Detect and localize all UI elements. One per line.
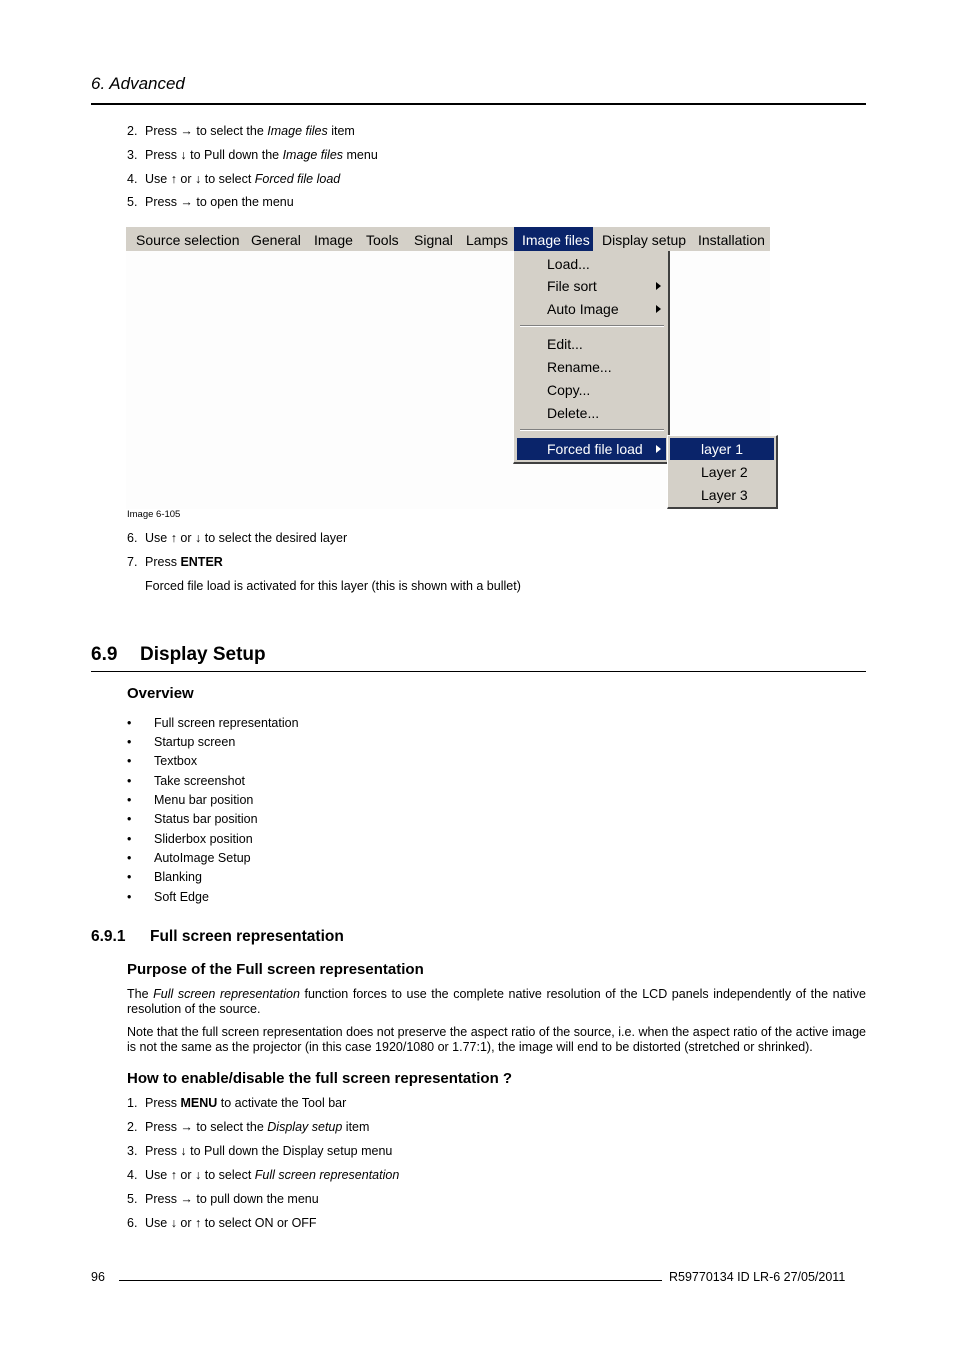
menu-general[interactable]: General (251, 232, 301, 248)
dropdown-item-auto-image[interactable]: Auto Image (514, 298, 667, 320)
menu-image[interactable]: Image (314, 232, 353, 248)
step-4: 4. Use ↑ or ↓ to select Forced file load (127, 172, 341, 186)
list-item: • Full screen representation (127, 716, 299, 730)
subsection-title: 6.9.1 Full screen representation (91, 928, 344, 945)
purpose-paragraph-1: The Full screen representation function forces to use the complete native resolution of the LCD panels independently of the native resolution of the source. (127, 987, 866, 1016)
list-item: • Take screenshot (127, 774, 246, 788)
chevron-right-icon (656, 282, 661, 290)
howto-step-4: 4. Use ↑ or ↓ to select Full screen representation (127, 1168, 400, 1182)
footer-rule (119, 1280, 662, 1281)
image-caption: Image 6-105 (127, 509, 181, 520)
submenu-item-layer-3[interactable]: Layer 3 (701, 487, 748, 503)
forced-file-load-submenu (667, 435, 778, 509)
step-7-note: Forced file load is activated for this layer (this is shown with a bullet) (145, 579, 521, 593)
step-2: 2. Press → to select the Image files item (127, 124, 355, 138)
dropdown-item-copy[interactable]: Copy... (547, 382, 591, 398)
page-number: 96 (91, 1270, 105, 1284)
chevron-right-icon (656, 305, 661, 313)
dropdown-item-delete[interactable]: Delete... (547, 405, 600, 421)
section-rule (91, 671, 866, 672)
dropdown-item-edit[interactable]: Edit... (547, 336, 583, 352)
list-item: • Soft Edge (127, 890, 209, 904)
menu-tools[interactable]: Tools (366, 232, 399, 248)
chapter-header: 6. Advanced (91, 74, 185, 93)
menu-image-files[interactable]: Image files (514, 227, 593, 251)
step-6: 6. Use ↑ or ↓ to select the desired layer (127, 531, 348, 545)
step-5: 5. Press → to open the menu (127, 195, 294, 209)
list-item: • Menu bar position (127, 793, 254, 807)
list-item: • Textbox (127, 754, 198, 768)
header-rule (91, 103, 866, 105)
dropdown-item-file-sort[interactable]: File sort (514, 275, 667, 297)
menu-lamps[interactable]: Lamps (466, 232, 509, 248)
menu-signal[interactable]: Signal (414, 232, 453, 248)
menu-separator (520, 325, 664, 327)
menu-separator (520, 429, 664, 431)
list-item: • AutoImage Setup (127, 851, 251, 865)
howto-step-2: 2. Press → to select the Display setup item (127, 1120, 370, 1134)
chevron-right-icon (656, 445, 661, 453)
list-item: • Blanking (127, 870, 202, 884)
howto-title: How to enable/disable the full screen representation ? (127, 1070, 513, 1087)
document-id: R59770134 ID LR-6 27/05/2011 (669, 1270, 846, 1284)
overview-title: Overview (127, 685, 194, 702)
list-item: • Sliderbox position (127, 832, 253, 846)
purpose-paragraph-2: Note that the full screen representation does not preserve the aspect ratio of the source, i.e. when the aspect ratio of the active image is not the same as the projector (in this case 1920/1080 or 1.77:1), the image will end to be distorted (stretched or shrinked). (127, 1025, 866, 1054)
list-item: • Status bar position (127, 812, 258, 826)
menu-source-selection[interactable]: Source selection (136, 232, 240, 248)
howto-step-5: 5. Press → to pull down the menu (127, 1192, 319, 1206)
image-files-dropdown (513, 251, 670, 464)
submenu-item-layer-1[interactable]: layer 1 (670, 438, 774, 460)
section-title: 6.9 Display Setup (91, 644, 266, 665)
step-3: 3. Press ↓ to Pull down the Image files menu (127, 148, 378, 162)
step-7: 7. Press ENTER (127, 555, 223, 569)
dropdown-item-load[interactable]: Load... (547, 256, 590, 272)
howto-step-1: 1. Press MENU to activate the Tool bar (127, 1096, 347, 1110)
howto-step-6: 6. Use ↓ or ↑ to select ON or OFF (127, 1216, 317, 1230)
menu-display-setup[interactable]: Display setup (602, 232, 687, 248)
dropdown-item-forced-file-load[interactable]: Forced file load (517, 438, 666, 460)
list-item: • Startup screen (127, 735, 236, 749)
purpose-title: Purpose of the Full screen representation (127, 961, 424, 978)
menu-bar (126, 227, 770, 251)
howto-step-3: 3. Press ↓ to Pull down the Display setup menu (127, 1144, 393, 1158)
dropdown-item-rename[interactable]: Rename... (547, 359, 612, 375)
menu-installation[interactable]: Installation (698, 232, 765, 248)
submenu-item-layer-2[interactable]: Layer 2 (701, 464, 748, 480)
